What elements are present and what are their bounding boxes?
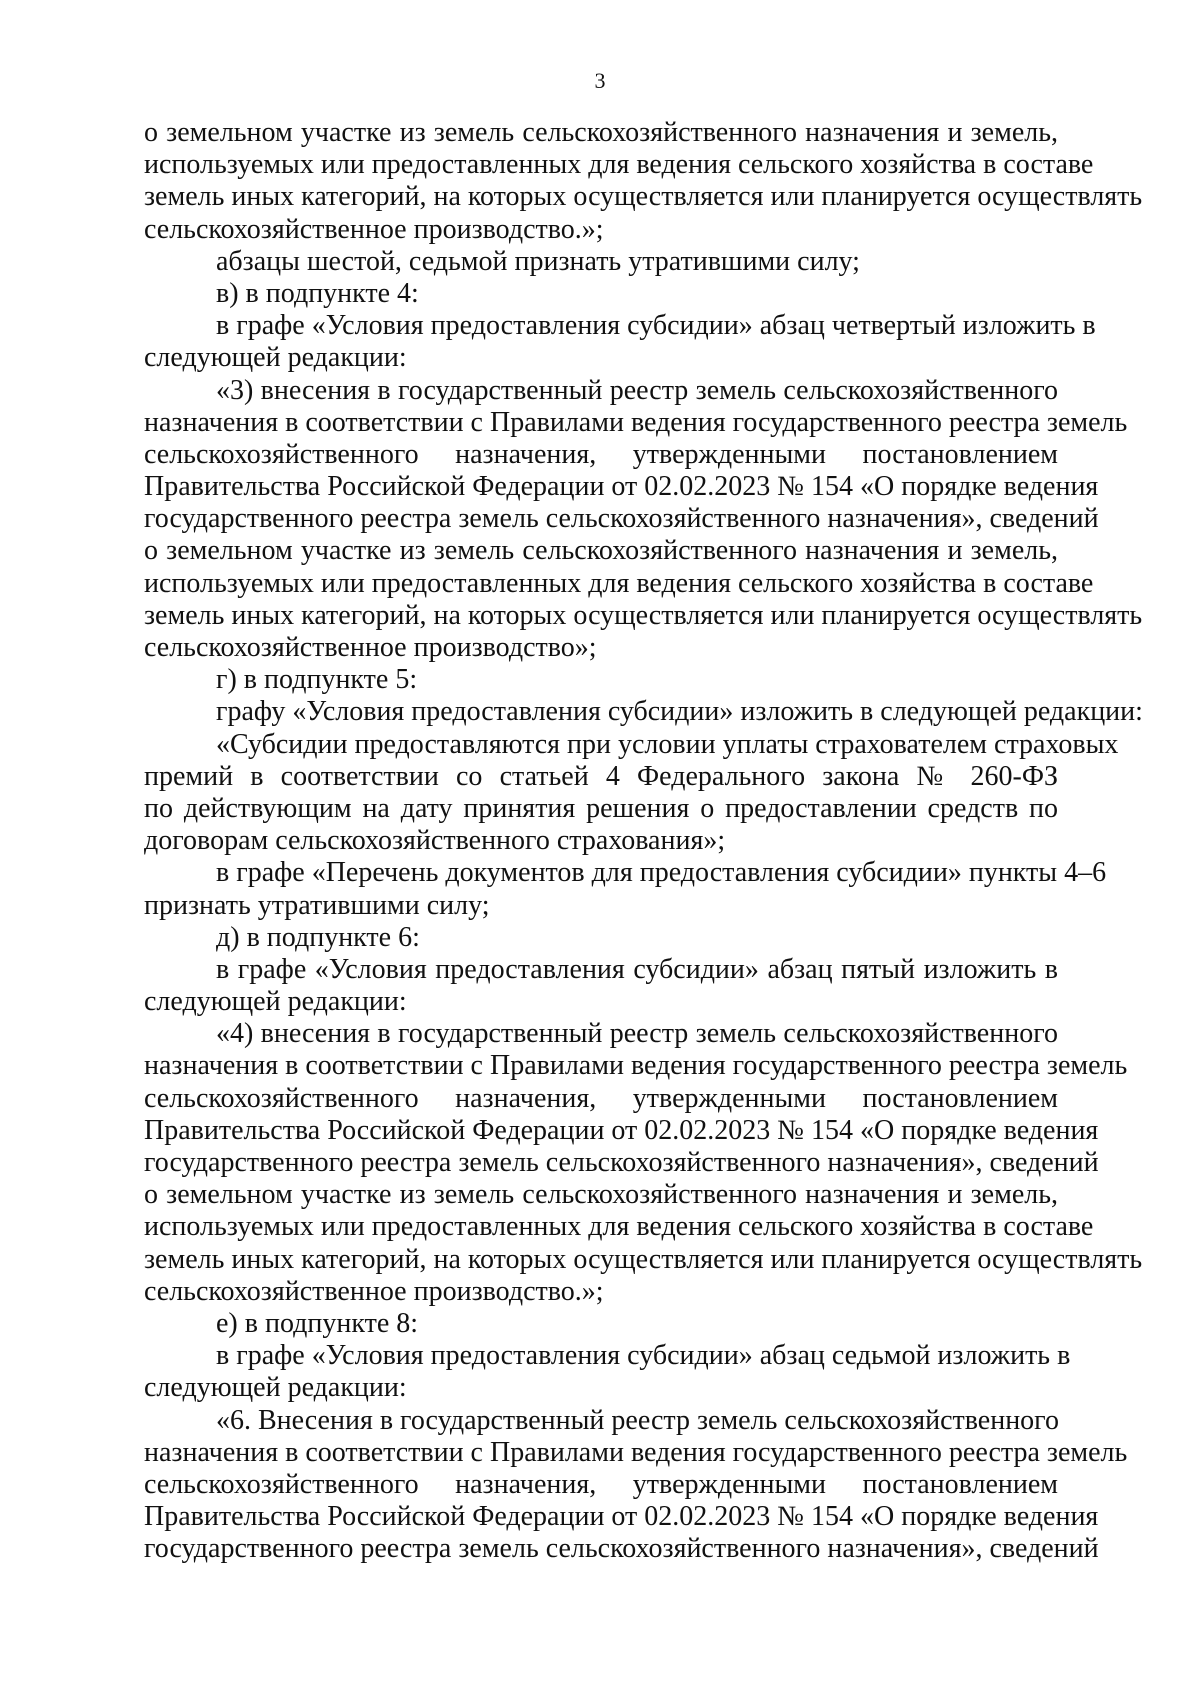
text-line: используемых или предоставленных для ведения сельского хозяйства в составе (144, 567, 1094, 599)
text-line: сельскохозяйственное производство.»; (144, 1275, 604, 1307)
text-line: д) в подпункте 6: (216, 921, 420, 953)
text-line: следующей редакции: (144, 1372, 407, 1404)
text-line: Правительства Российской Федерации от 02.02.2023 № 154 «О порядке ведения (144, 1501, 1099, 1533)
text-line: земель иных категорий, на которых осуществляется или планируется осуществлять (144, 1243, 1143, 1275)
text-line: назначения в соответствии с Правилами ведения государственного реестра земель (144, 1050, 1128, 1082)
text-line: «6. Внесения в государственный реестр земель сельскохозяйственного (216, 1404, 1059, 1436)
text-line: земель иных категорий, на которых осуществляется или планируется осуществлять (144, 599, 1143, 631)
text-line: в графе «Условия предоставления субсидии» абзац четвертый изложить в (216, 310, 1096, 342)
text-line: о земельном участке из земель сельскохозяйственного назначения и земель, (144, 1179, 1058, 1211)
text-line: премий в соответствии со статьей 4 Федерального закона № 260-ФЗ (144, 760, 1058, 792)
text-line: о земельном участке из земель сельскохозяйственного назначения и земель, (144, 535, 1058, 567)
text-line: следующей редакции: (144, 342, 407, 374)
text-line: государственного реестра земель сельскохозяйственного назначения», сведений (144, 1147, 1099, 1178)
document-body (144, 117, 1143, 1565)
text-line: сельскохозяйственное производство.»; (144, 213, 604, 245)
text-line: «4) внесения в государственный реестр земель сельскохозяйственного (216, 1018, 1058, 1050)
text-line: сельскохозяйственного назначения, утвержденными постановлением (144, 1082, 1058, 1114)
text-line: графу «Условия предоставления субсидии» изложить в следующей редакции: (216, 696, 1143, 728)
text-line: следующей редакции: (144, 986, 407, 1018)
text-line: сельскохозяйственного назначения, утвержденными постановлением (144, 438, 1058, 470)
text-line: о земельном участке из земель сельскохозяйственного назначения и земель, (144, 117, 1058, 148)
text-line: сельскохозяйственное производство»; (144, 632, 597, 663)
text-line: признать утратившими силу; (144, 889, 490, 921)
page-number: 3 (594, 68, 606, 93)
text-line: по действующим на дату принятия решения о предоставлении средств по (144, 792, 1058, 824)
text-line: «3) внесения в государственный реестр земель сельскохозяйственного (216, 374, 1058, 406)
text-line: в графе «Условия предоставления субсидии» абзац седьмой изложить в (216, 1340, 1071, 1372)
text-line: Правительства Российской Федерации от 02.02.2023 № 154 «О порядке ведения (144, 1114, 1099, 1146)
text-line: сельскохозяйственного назначения, утвержденными постановлением (144, 1468, 1058, 1500)
text-line: государственного реестра земель сельскохозяйственного назначения», сведений (144, 1533, 1099, 1565)
text-line: государственного реестра земель сельскохозяйственного назначения», сведений (144, 503, 1099, 535)
text-line: договорам сельскохозяйственного страхования»; (144, 825, 726, 857)
text-line: земель иных категорий, на которых осуществляется или планируется осуществлять (144, 181, 1143, 213)
text-line: «Субсидии предоставляются при условии уплаты страхователем страховых (216, 728, 1119, 760)
text-line: используемых или предоставленных для ведения сельского хозяйства в составе (144, 149, 1094, 181)
text-line: назначения в соответствии с Правилами ведения государственного реестра земель (144, 406, 1128, 438)
text-line: в графе «Условия предоставления субсидии» абзац пятый изложить в (216, 953, 1058, 985)
text-line: в графе «Перечень документов для предоставления субсидии» пункты 4–6 (216, 857, 1107, 889)
text-line: е) в подпункте 8: (216, 1307, 419, 1339)
text-line: используемых или предоставленных для ведения сельского хозяйства в составе (144, 1211, 1094, 1243)
text-line: в) в подпункте 4: (216, 277, 419, 309)
text-line: г) в подпункте 5: (216, 664, 418, 696)
text-line: назначения в соответствии с Правилами ведения государственного реестра земель (144, 1436, 1128, 1468)
text-line: абзацы шестой, седьмой признать утратившими силу; (216, 245, 860, 277)
text-line: Правительства Российской Федерации от 02.02.2023 № 154 «О порядке ведения (144, 471, 1099, 503)
